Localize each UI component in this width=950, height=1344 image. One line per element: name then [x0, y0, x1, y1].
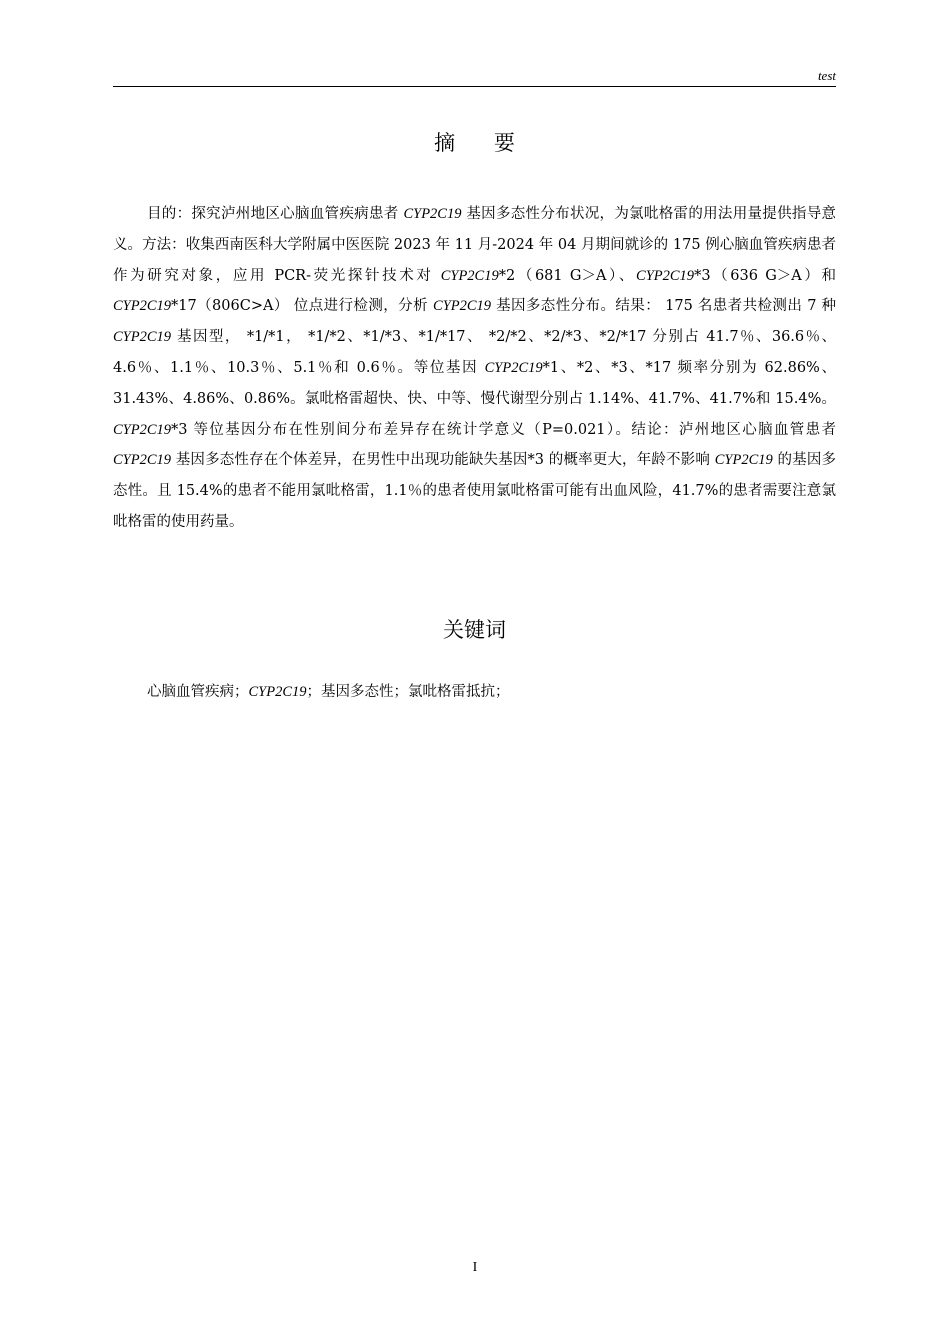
text-run: 的基因多态性。且 15.4%的患者不能用氯吡格雷，1.1％的患者使用氯吡格雷可能有出血风险，41.7%的患者需要注意氯吡格雷的使用药量。: [113, 452, 836, 530]
text-run: *3 等位基因分布在性别间分布差异存在统计学意义（P=0.021）。: [171, 421, 632, 438]
gene-name: CYP2C19: [113, 298, 172, 315]
header-text: test: [817, 68, 836, 83]
abstract-title: 摘 要: [434, 131, 531, 155]
section-label: 目的：: [147, 206, 192, 222]
page-number: I: [472, 1260, 478, 1275]
text-run: 基因多态性存在个体差异，在男性中出现功能缺失基因*3 的概率更大，年龄不影响: [171, 452, 715, 469]
gene-name: CYP2C19: [113, 421, 172, 438]
running-header: [113, 66, 836, 87]
gene-name: CYP2C19: [440, 267, 499, 284]
gene-name: CYP2C19: [433, 298, 492, 315]
text-run: 探究泸州地区心脑血管疾病患者: [191, 206, 404, 222]
text-run: 基因多态性分布。: [491, 298, 616, 315]
text-run: *2（681 G＞A）、: [498, 267, 637, 284]
text-run: ；基因多态性；氯吡格雷抵抗；: [306, 684, 510, 700]
text-run: 泸州地区心脑血管患者: [678, 421, 837, 438]
keywords-title: 关键词: [443, 618, 506, 642]
text-run: *17（806C>A） 位点进行检测，分析: [171, 298, 434, 315]
section-label: 方法：: [142, 236, 186, 253]
section-label: 结论：: [631, 421, 679, 438]
keywords-body: [113, 677, 836, 708]
text-run: *3（636 G＞A）和: [694, 267, 836, 284]
text-run: 基因多态性分布状况，为氯吡格雷的用法用量提供指导意义。: [113, 206, 836, 253]
gene-name: CYP2C19: [248, 684, 307, 700]
text-run: 心脑血管疾病；: [147, 684, 249, 700]
abstract-body: [113, 199, 836, 538]
gene-name: CYP2C19: [403, 206, 462, 222]
text-run: *1、*2、*3、*17 频率分别为 62.86%、31.43%、4.86%、0.86%。氯吡格雷超快、快、中等、慢代谢型分别占 1.14%、41.7%、41.7%和 15.4%。: [113, 359, 836, 407]
text-run: 175 名患者共检测出 7 种: [660, 298, 837, 315]
section-label: 结果：: [615, 298, 661, 315]
gene-name: CYP2C19: [484, 359, 543, 376]
gene-name: CYP2C19: [113, 452, 172, 469]
text-run: 基因型， *1/*1， *1/*2、*1/*3、*1/*17、 *2/*2、*2/*3、*2/*17 分别占 41.7％、36.6％、4.6％、1.1％、10.3％、5.1％和 0.6％。等位基因: [113, 329, 836, 376]
text-run: 收集西南医科大学附属中医医院 2023 年 11 月-2024 年 04 月期间就诊的 175 例心脑血管疾病患者作为研究对象，应用 PCR-荧光探针技术对: [113, 236, 837, 284]
gene-name: CYP2C19: [113, 329, 172, 346]
gene-name: CYP2C19: [636, 267, 695, 284]
gene-name: CYP2C19: [714, 452, 773, 469]
